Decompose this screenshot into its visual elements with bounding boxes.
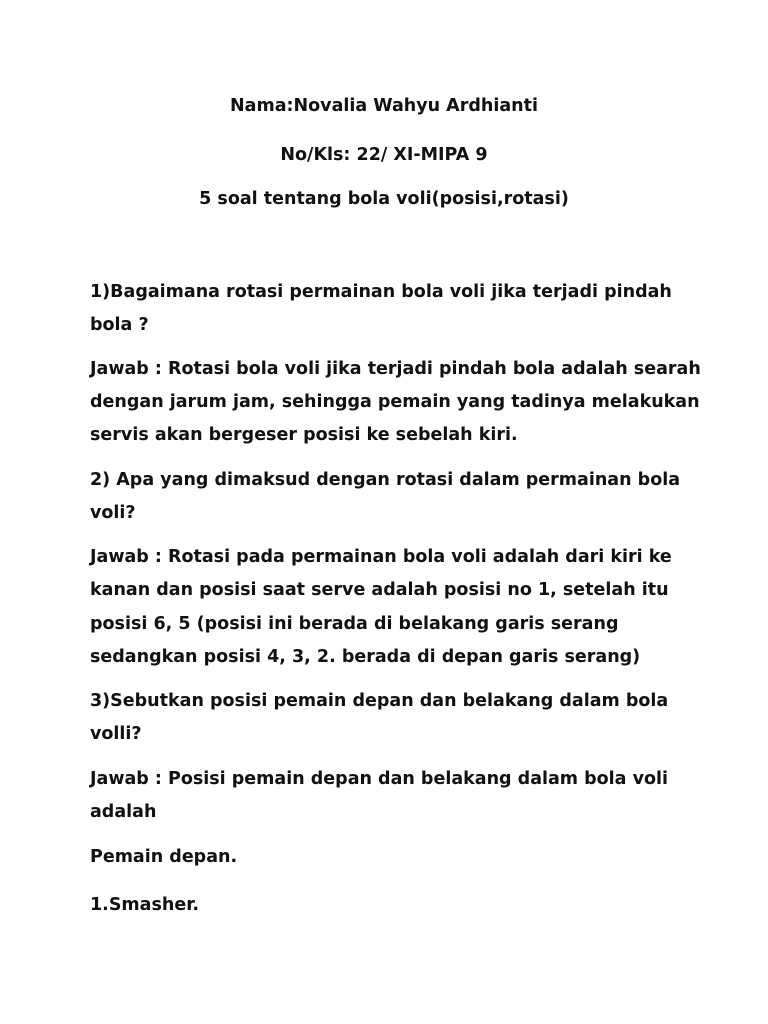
answer-1-line-1: Jawab : Rotasi bola voli jika terjadi pindah bola adalah searah bbox=[90, 359, 701, 379]
answer-2-line-4: sedangkan posisi 4, 3, 2. berada di depan garis serang) bbox=[90, 647, 641, 667]
student-class: No/Kls: 22/ XI-MIPA 9 bbox=[280, 145, 488, 165]
answer-3-line-2: adalah bbox=[90, 802, 157, 822]
answer-1-line-3: servis akan bergeser posisi ke sebelah kiri. bbox=[90, 425, 518, 445]
question-3-line-1: 3)Sebutkan posisi pemain depan dan belakang dalam bola bbox=[90, 691, 669, 711]
document-topic: 5 soal tentang bola voli(posisi,rotasi) bbox=[199, 189, 569, 209]
front-player-item-1: 1.Smasher. bbox=[90, 895, 199, 915]
question-1-line-1: 1)Bagaimana rotasi permainan bola voli jika terjadi pindah bbox=[90, 282, 672, 302]
question-2-line-2: voli? bbox=[90, 503, 136, 523]
student-name: Nama:Novalia Wahyu Ardhianti bbox=[230, 96, 538, 116]
question-3-line-2: volli? bbox=[90, 724, 142, 744]
question-1-line-2: bola ? bbox=[90, 315, 149, 335]
answer-2-line-2: kanan dan posisi saat serve adalah posisi no 1, setelah itu bbox=[90, 580, 669, 600]
question-2-line-1: 2) Apa yang dimaksud dengan rotasi dalam permainan bola bbox=[90, 470, 681, 490]
answer-1-line-2: dengan jarum jam, sehingga pemain yang tadinya melakukan bbox=[90, 392, 700, 412]
front-players-heading: Pemain depan. bbox=[90, 847, 238, 867]
answer-2-line-1: Jawab : Rotasi pada permainan bola voli adalah dari kiri ke bbox=[90, 547, 672, 567]
answer-3-line-1: Jawab : Posisi pemain depan dan belakang dalam bola voli bbox=[90, 769, 669, 789]
answer-2-line-3: posisi 6, 5 (posisi ini berada di belakang garis serang bbox=[90, 614, 619, 634]
